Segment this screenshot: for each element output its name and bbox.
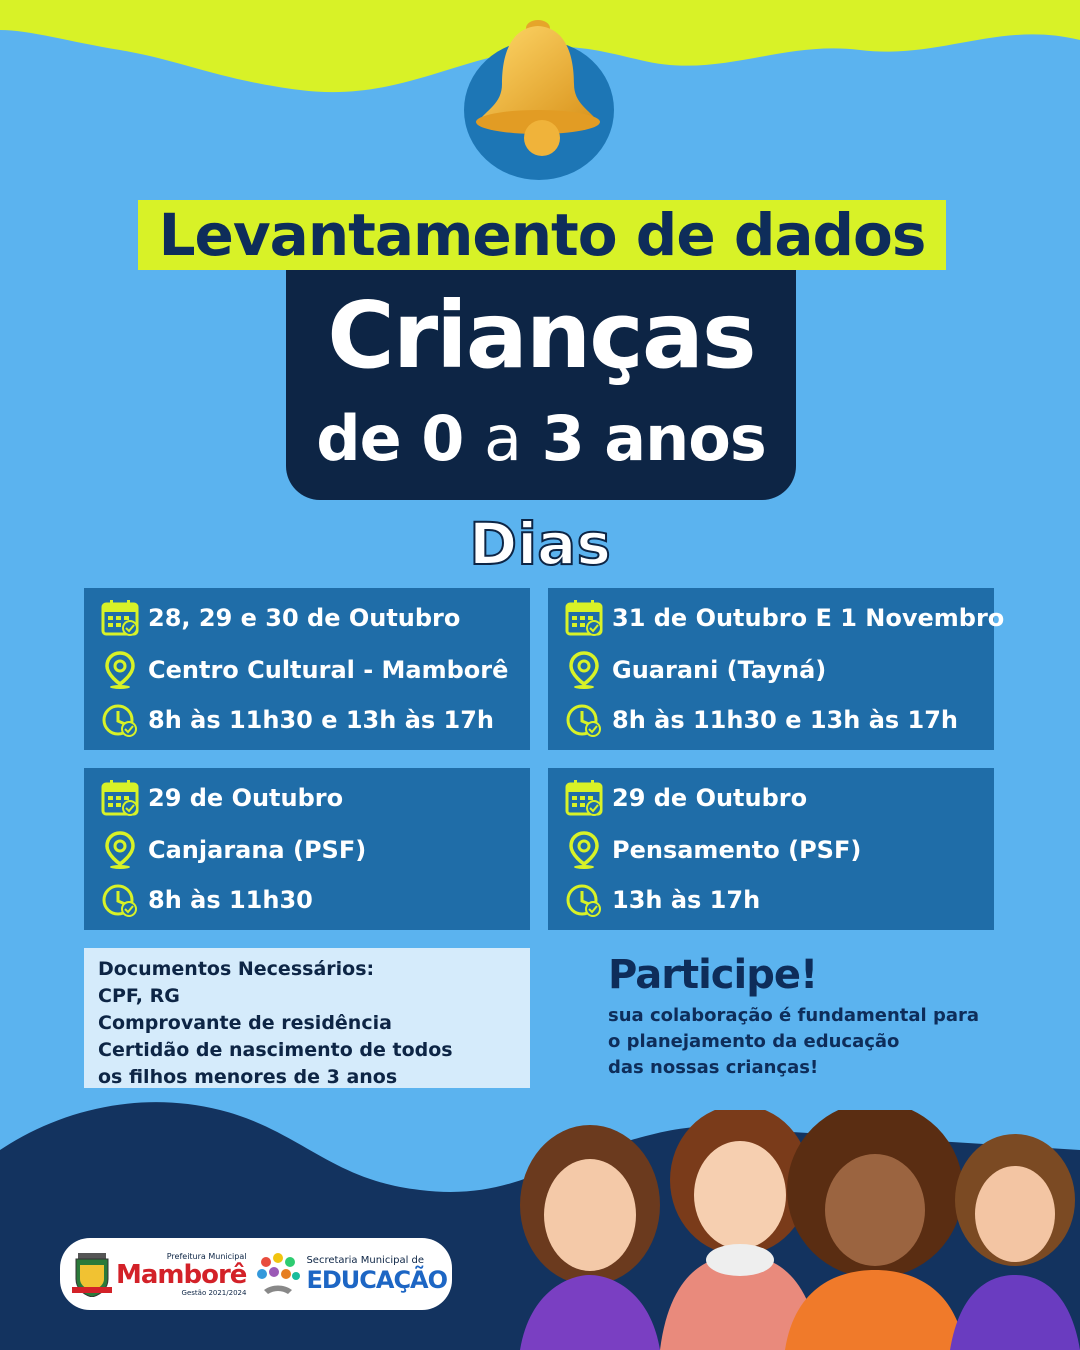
schedule-card xyxy=(548,768,994,930)
card-place: Centro Cultural - Mamborê xyxy=(148,656,509,684)
date-row xyxy=(562,596,1004,640)
card-place: Canjarana (PSF) xyxy=(148,836,367,864)
date-row xyxy=(98,776,343,820)
municipal-crest-icon xyxy=(72,1251,112,1297)
card-date: 31 de Outubro E 1 Novembro xyxy=(612,604,1005,632)
participe-title: Participe! xyxy=(608,952,818,998)
card-date: 28, 29 e 30 de Outubro xyxy=(148,604,461,632)
secretaria-logo xyxy=(306,1255,447,1293)
calendar-icon xyxy=(562,596,606,640)
time-row xyxy=(562,698,958,742)
location-pin-icon xyxy=(98,828,142,872)
bell-icon xyxy=(466,14,616,164)
date-row xyxy=(562,776,807,820)
title-highlight xyxy=(138,200,946,270)
prefeitura-logo xyxy=(116,1252,246,1297)
education-tree-icon xyxy=(254,1250,302,1298)
calendar-icon xyxy=(98,596,142,640)
main-title: Crianças xyxy=(327,282,755,389)
card-time: 13h às 17h xyxy=(612,886,761,914)
days-label: Dias xyxy=(469,510,611,578)
age-suffix: 3 anos xyxy=(541,402,766,475)
documents-box xyxy=(84,948,530,1088)
participe-text xyxy=(608,1003,1008,1081)
age-prefix: de 0 xyxy=(316,402,464,475)
age-range xyxy=(286,402,796,475)
documents-line: os filhos menores de 3 anos xyxy=(98,1066,398,1088)
clock-icon xyxy=(562,698,606,742)
date-row xyxy=(98,596,460,640)
gestao-label: Gestão 2021/2024 xyxy=(181,1288,247,1297)
documents-line: CPF, RG xyxy=(98,985,180,1007)
participe-line: o planejamento da educação xyxy=(608,1031,900,1052)
age-middle: a xyxy=(483,402,521,475)
prefeitura-small: Prefeitura Municipal xyxy=(166,1251,247,1261)
documents-line: Certidão de nascimento de todos xyxy=(98,1039,453,1061)
documents-title: Documentos Necessários: xyxy=(98,958,375,980)
calendar-icon xyxy=(98,776,142,820)
participe-line: das nossas crianças! xyxy=(608,1057,819,1078)
schedule-card xyxy=(84,768,530,930)
card-time: 8h às 11h30 xyxy=(148,886,313,914)
location-pin-icon xyxy=(562,648,606,692)
days-heading xyxy=(0,510,1080,578)
card-place: Guarani (Tayná) xyxy=(612,656,827,684)
location-pin-icon xyxy=(98,648,142,692)
secretaria-label: Secretaria Municipal de xyxy=(306,1255,425,1266)
card-time: 8h às 11h30 e 13h às 17h xyxy=(148,706,495,734)
time-row xyxy=(98,878,313,922)
educacao-label: EDUCAÇÃO xyxy=(306,1266,448,1294)
location-pin-icon xyxy=(562,828,606,872)
children-photo xyxy=(480,1110,1080,1350)
page-title: Levantamento de dados xyxy=(158,201,926,269)
place-row xyxy=(562,828,861,872)
calendar-icon xyxy=(562,776,606,820)
schedule-card xyxy=(548,588,1005,750)
place-row xyxy=(562,648,826,692)
documents-line: Comprovante de residência xyxy=(98,1012,392,1034)
place-row xyxy=(98,828,366,872)
card-time: 8h às 11h30 e 13h às 17h xyxy=(612,706,959,734)
clock-icon xyxy=(98,698,142,742)
place-row xyxy=(98,648,508,692)
schedule-card xyxy=(84,588,530,750)
card-date: 29 de Outubro xyxy=(612,784,808,812)
time-row xyxy=(562,878,760,922)
prefeitura-name: Mamborê xyxy=(116,1259,247,1290)
logos-bar xyxy=(60,1238,452,1310)
clock-icon xyxy=(562,878,606,922)
clock-icon xyxy=(98,878,142,922)
time-row xyxy=(98,698,494,742)
card-date: 29 de Outubro xyxy=(148,784,344,812)
card-place: Pensamento (PSF) xyxy=(612,836,862,864)
participe-line: sua colaboração é fundamental para xyxy=(608,1005,980,1026)
